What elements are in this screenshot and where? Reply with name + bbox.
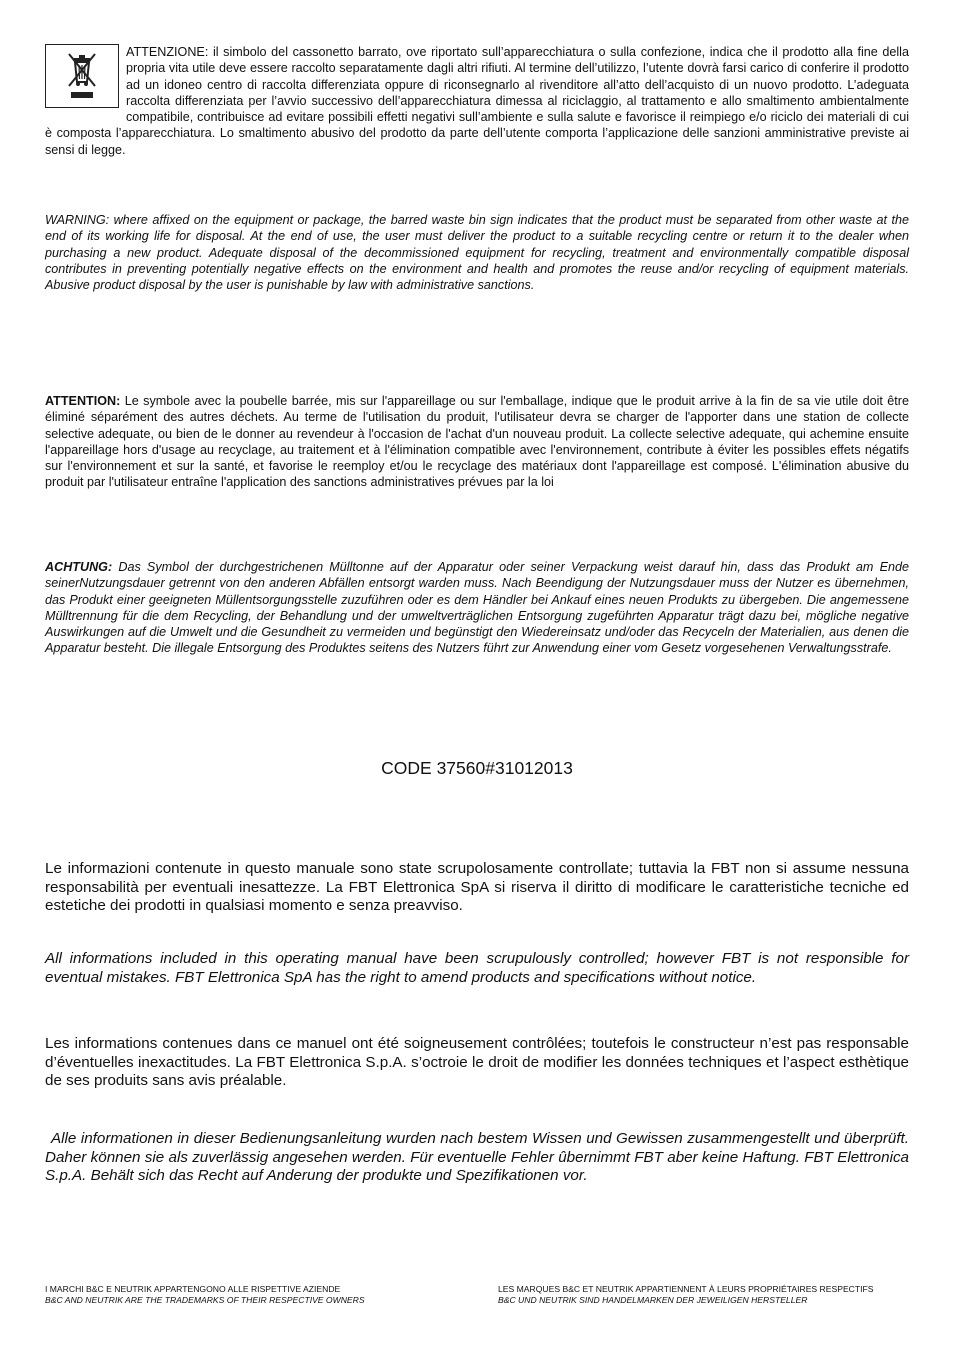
footer-right-line1: LES MARQUES B&C ET NEUTRIK APPARTIENNENT À LEURS PROPRIÉTAIRES RESPECTIFS [498, 1284, 874, 1294]
weee-symbol-box [45, 44, 126, 110]
footer-left-line1: I MARCHI B&C E NEUTRIK APPARTENGONO ALLE RISPETTIVE AZIENDE [45, 1284, 341, 1294]
footer-trademarks-right [498, 1284, 874, 1306]
disclaimer-english: All informations included in this operating manual have been scrupulously controlled; however FBT is not responsible for eventual mistakes. FBT Elettronica SpA has the right to amend products and specifications without notice. [45, 950, 909, 986]
footer-right-line2: B&C UND NEUTRIK SIND HANDELMARKEN DER JEWEILIGEN HERSTELLER [498, 1295, 808, 1305]
weee-notice-english: WARNING: where affixed on the equipment or package, the barred waste bin sign indicates that the product must be separated from other waste at the end of its working life for disposal. At the end of use, the user must deliver the product to a suitable recycling centre or return it to the dealer when purchasing a new product. Adequate disposal of the decommissioned equipment for recycling, treatment and environmentally compatible disposal contributes in preventing potentially negative effects on the environment and health and promotes the reuse and/or recycling of equipment materials. Abusive product disposal by the user is punishable by law with administrative sanctions. [45, 213, 909, 293]
document-code: CODE 37560#31012013 [381, 758, 573, 778]
disclaimer-french: Les informations contenues dans ce manuel ont été soigneusement contrôlées; toutefois le constructeur n’est pas responsable d’éventuelles inexactitudes. La FBT Elettronica S.p.A. s’octroie le droit de modifier les données techniques et l’aspect esthètique de ses produits sans avis préalable. [45, 1035, 909, 1090]
disclaimer-german: Alle informationen in dieser Bedienungsanleitung wurden nach bestem Wissen und Gewissen zusammengestellt und überprüft. Daher können sie als zuverlässig angesehen werden. Für eventuelle Fehler ûbernimmt FBT aber keine Haftung. FBT Elettronica S.p.A. Behält sich das Recht auf Anderung der produkte und Spezifikationen vor. [45, 1130, 909, 1185]
crossed-out-wheelie-bin-icon [64, 50, 100, 102]
footer-left-line2: B&C AND NEUTRIK ARE THE TRADEMARKS OF THEIR RESPECTIVE OWNERS [45, 1295, 365, 1305]
french-notice-text: Le symbole avec la poubelle barrée, mis sur l'appareillage ou sur l'emballage, indique que le produit arrive à la fin de sa vie utile doit être éliminé séparément des autres déchets. Au terme de l'utilisation du produit, l'utilisateur devra se charger de l'apporter dans une station de collecte selective adequate, ou bien de le donner au revendeur à l'occasion de l'achat d'un nouveau produit. La collecte selective adequate, qui achemine ensuite l'appareillage hors d'usage au recyclage, au traitement et à l'élimination compatible avec l'environnement, contribute à éviter les possibles effets négatifs sur l'environnement et sur la santé, et favorise le reemploy et/ou le recyclage des matériaux dont l'appareillage est composé. L'élimination abusive du produit par l'utilisateur entraîne l'application des sanctions administratives prévues par la loi [45, 394, 909, 490]
italian-notice-text: ATTENZIONE: il simbolo del cassonetto barrato, ove riportato sull’apparecchiatura o sulla confezione, indica che il prodotto alla fine della propria vita utile deve essere raccolto separatamente dagli altri rifiuti. Al termine dell’utilizzo, l’utente dovrà farsi carico di conferire il prodotto ad un idoneo centro di raccolta differenziata oppure di riconsegnarlo al rivenditore all’atto dell’acquisto di un nuovo prodotto. L’adeguata raccolta differenziata per l’avvio successivo dell’apparecchiatura dimessa al riciclaggio, al trattamento e allo smaltimento ambientalmente compatibile, contribuisce ad evitare possibili effetti negativi sull’ambiente e sulla salute e favorisce il reimpiego e/o riciclo dei materiali di cui è composta l’apparecchiatura. Lo smaltimento abusivo del prodotto da parte dell’utente comporta l’applicazione delle sanzioni amministrative previste ai sensi di legge. [45, 45, 909, 157]
german-notice-label: ACHTUNG: [45, 560, 113, 574]
disclaimer-italian: Le informazioni contenute in questo manuale sono state scrupolosamente controllate; tuttavia la FBT non si assume nessuna responsabilità per eventuali inesattezze. La FBT Elettronica SpA si riserva il diritto di modificare le caratteristiche tecniche ed estetiche dei prodotti in qualsiasi momento e senza preavviso. [45, 860, 909, 915]
weee-notice-french [45, 393, 909, 491]
footer-trademarks-left [45, 1284, 365, 1306]
weee-notice-german [45, 559, 909, 657]
weee-notice-italian [45, 44, 909, 158]
german-notice-text: Das Symbol der durchgestrichenen Mülltonne auf der Apparatur oder seiner Verpackung weist darauf hin, dass das Produkt am Ende seinerNutzungsdauer getrennt von den anderen Abfällen entsorgt warden muss. Nach Beendigung der Nutzungsdauer muss der Nutzer es übernehmen, das Produkt einer geeigneten Müllentsorgungsstelle zuzuführen oder es dem Händler bei Ankauf eines neuen Produkts zu übergeben. Die angemessene Mülltrennung für die dem Recycling, der Behandlung und der umweltverträglichen Entsorgung zugeführten Apparatur trägt dazu bei, mögliche negative Auswirkungen auf die Umwelt und die Gesundheit zu vermeiden und begünstigt den Wiedereinsatz und/oder das Recyceln der Materialien, aus denen die Apparatur besteht. Die illegale Entsorgung des Produktes seitens des Nutzers führt zur Anwendung einer vom Gesetz vorgesehenen Verwaltungsstrafe. [45, 560, 909, 656]
french-notice-label: ATTENTION: [45, 394, 121, 408]
